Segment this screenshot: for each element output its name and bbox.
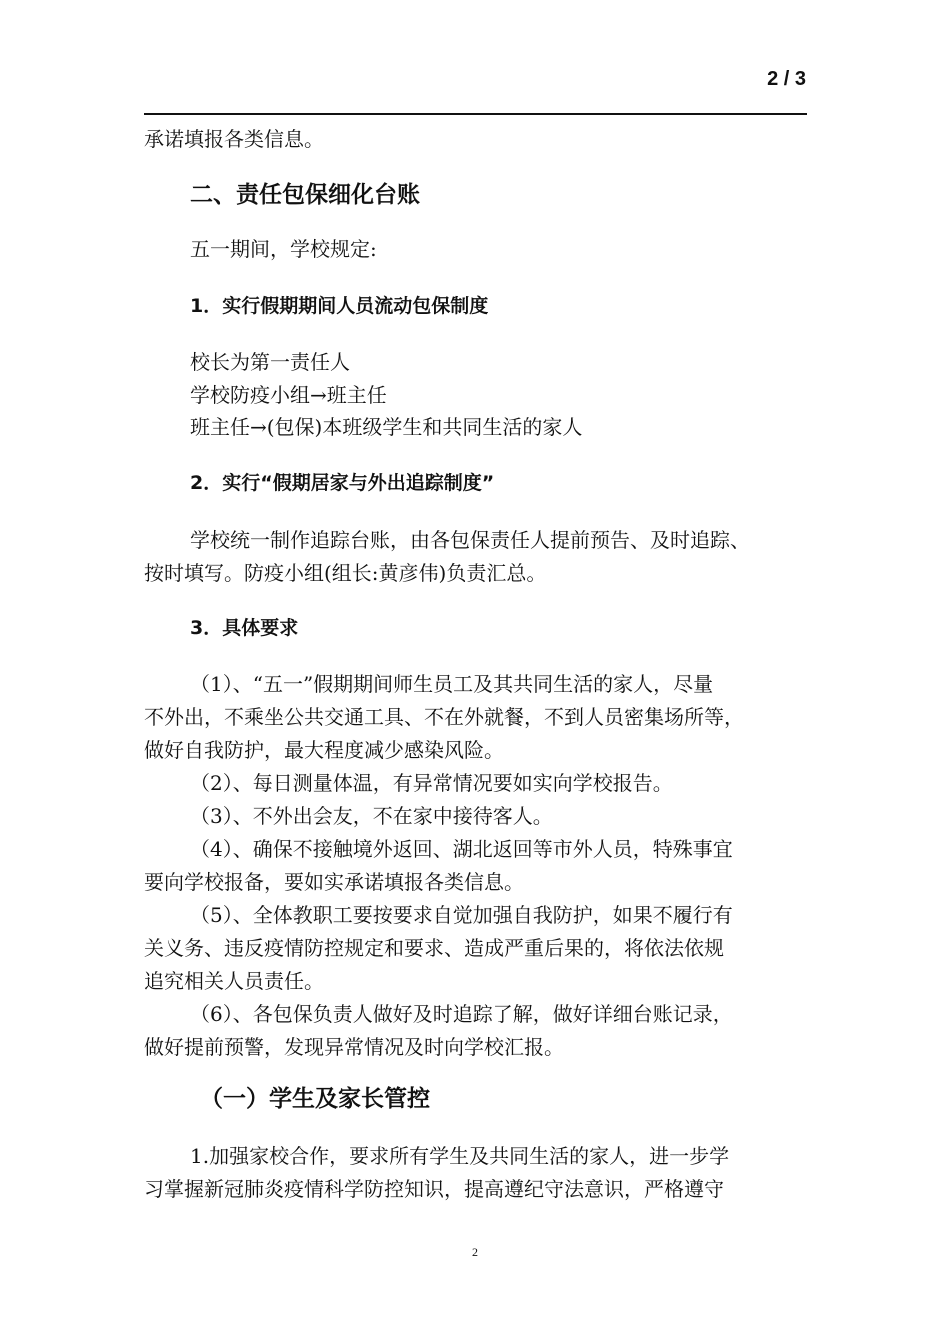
body-text: 学校防疫小组→班主任 (190, 383, 387, 407)
body-text: 不外出，不乘坐公共交通工具、不在外就餐，不到人员密集场所等， (144, 705, 744, 729)
subheading: 3．具体要求 (190, 617, 299, 639)
body-text: （1）、“五一”假期期间师生员工及其共同生活的家人，尽量 (190, 672, 714, 696)
section-heading: 二、责任包保细化台账 (190, 182, 420, 208)
body-text: 班主任→(包保)本班级学生和共同生活的家人 (190, 415, 583, 439)
page-indicator: 2 / 3 (767, 68, 806, 90)
body-text: （6）、各包保负责人做好及时追踪了解，做好详细台账记录， (190, 1002, 733, 1026)
body-text: （5）、全体教职工要按要求自觉加强自我防护，如果不履行有 (190, 903, 733, 927)
body-text: 要向学校报备，要如实承诺填报各类信息。 (144, 870, 524, 894)
header-rule (144, 113, 807, 115)
body-text: （4）、确保不接触境外返回、湖北返回等市外人员，特殊事宜 (190, 837, 733, 861)
body-text: 五一期间，学校规定: (190, 237, 377, 261)
body-text: 习掌握新冠肺炎疫情科学防控知识，提高遵纪守法意识，严格遵守 (144, 1177, 724, 1201)
body-text: 按时填写。防疫小组(组长:黄彦伟)负责汇总。 (144, 561, 547, 585)
body-text: 校长为第一责任人 (190, 350, 350, 374)
subheading: 2．实行“假期居家与外出追踪制度” (190, 472, 495, 494)
subheading: 1．实行假期期间人员流动包保制度 (190, 295, 489, 317)
section-heading: （一）学生及家长管控 (200, 1086, 430, 1112)
body-text: 学校统一制作追踪台账，由各包保责任人提前预告、及时追踪、 (190, 528, 750, 552)
body-text: 做好提前预警，发现异常情况及时向学校汇报。 (144, 1035, 564, 1059)
body-text: （2）、每日测量体温，有异常情况要如实向学校报告。 (190, 771, 673, 795)
body-text: 关义务、违反疫情防控规定和要求、造成严重后果的，将依法依规 (144, 936, 724, 960)
body-text: 承诺填报各类信息。 (144, 127, 324, 151)
body-text: 1.加强家校合作，要求所有学生及共同生活的家人，进一步学 (190, 1144, 730, 1168)
body-text: （3）、不外出会友，不在家中接待客人。 (190, 804, 553, 828)
body-text: 做好自我防护，最大程度减少感染风险。 (144, 738, 504, 762)
page-number: 2 (472, 1245, 478, 1259)
body-text: 追究相关人员责任。 (144, 969, 324, 993)
